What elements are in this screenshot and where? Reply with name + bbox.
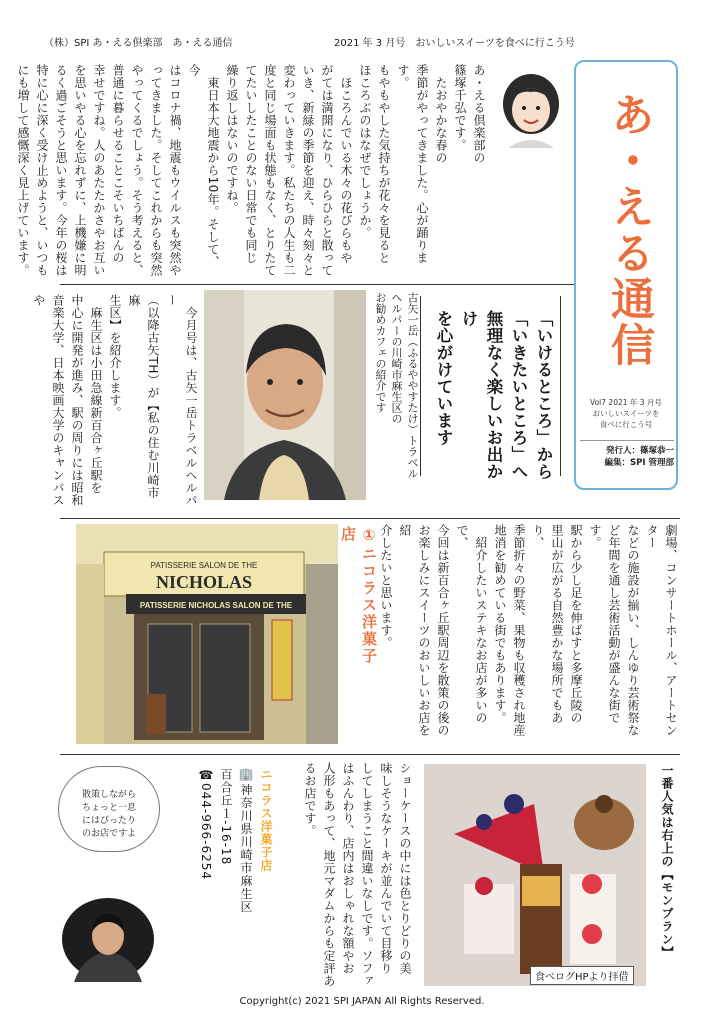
byline-1: 古矢一岳（ふるややすたけ）トラベル: [406, 292, 419, 479]
furuya-photo: [204, 290, 366, 500]
area-line: 紹介したいステキなお店が多いので、: [455, 524, 488, 724]
intro-line: もやもやした気持ちが花々を見ると: [377, 64, 391, 264]
intro-line: 変わっていきます。私たちの人生も二: [282, 64, 296, 277]
shop-details: [168, 768, 276, 968]
intro-line: あ・える倶楽部の: [472, 64, 486, 164]
copyright: Copyright(c) 2021 SPI JAPAN All Rights Reserved.: [239, 996, 485, 1007]
shop-phone: [196, 768, 216, 968]
intro-text: [16, 64, 488, 280]
feature-line: 今月号は、古矢一岳トラベルヘルパー: [165, 294, 198, 507]
area-line: ど年間を通し芸術活動が盛んな街です。: [588, 524, 621, 724]
photo-credit: 食べログHPより拝借: [530, 966, 634, 985]
byline-3: お勧めカフェの紹介です: [374, 292, 387, 413]
intro-line: てたいしたことのない日常でも同じ: [244, 64, 258, 264]
feature-line: 麻生区は小田急線新百合ヶ丘駅を: [89, 294, 103, 494]
feature-text: [32, 294, 200, 508]
issue-vol: Vol7 2021 年 3 月号: [590, 398, 662, 407]
bubble-line-1: 散策しながら: [81, 790, 136, 800]
sign-top: PATISSERIE SALON DE THE: [150, 561, 258, 570]
popular-note-text: 一番人気は右上の【モンブラン】: [660, 764, 674, 959]
intro-line: いき、新緑の季節を迎え、時々刻々と: [301, 64, 315, 277]
building-icon: 🏢: [239, 768, 253, 784]
divider-1: [60, 284, 574, 285]
bubble-text: [67, 789, 151, 841]
shop-number: ①: [360, 526, 378, 546]
issue-tagline-2: 食べに行こう号: [599, 420, 653, 429]
speech-bubble: [58, 766, 160, 852]
intro-line: 幸せですね。人のあたたかさやお互い: [92, 64, 106, 277]
intro-line: を思いやる心を忘れずに、上機嫌に明: [73, 64, 87, 277]
byline-2: ヘルパーの川崎市麻生区の: [390, 292, 403, 424]
publisher-credit: [580, 440, 674, 469]
area-line: 介したいと思います。: [379, 524, 393, 649]
feature-line: 生区】を紹介します。: [108, 294, 122, 419]
phone-number: 044-966-6254: [199, 783, 213, 881]
furuya-avatar: [60, 896, 156, 982]
area-line: 地消を勧めている街でもあります。: [493, 524, 507, 724]
brand-box: [574, 60, 678, 490]
storefront-photo: [76, 524, 338, 744]
area-line: お楽しみにスイーツのおいしいお店を紹: [398, 524, 431, 737]
popular-note: [650, 764, 676, 964]
shop-address-1: [236, 768, 256, 968]
issue-info: [582, 397, 670, 430]
intro-line: やってくるでしょう。そう考えると、: [130, 64, 144, 277]
page-header: [44, 37, 680, 51]
area-line: などの施設が揃い、しんゆり芸術祭な: [626, 524, 640, 737]
header-right: 2021 年 3 月号 おいしいスイーツを食べに行こう号: [334, 38, 575, 49]
brand-title: あ・える通信: [603, 92, 654, 368]
bubble-line-4: のお店ですよ: [81, 829, 136, 839]
bubble-line-2: ちょっと一息: [81, 803, 136, 813]
intro-line: ほころんでいる木々の花びらもや: [339, 64, 353, 264]
intro-line: 季節がやってきました。心が踊ります。: [396, 64, 429, 264]
review-text-container: [300, 762, 414, 990]
review-text: [282, 762, 414, 990]
intro-line: がては満開になり、ひらひらと散って: [320, 64, 334, 277]
intro-line: ってきました。そしてこれからも突然: [149, 64, 163, 277]
author-illustration: [494, 68, 568, 150]
divider-3: [60, 754, 680, 755]
intro-text-container: [13, 64, 488, 280]
shop-title: [339, 526, 380, 676]
area-line: 季節折々の野菜、果物も収穫され地産: [512, 524, 526, 737]
intro-line: たおやかな春の: [434, 64, 448, 164]
intro-line: 繰り返しはないのですね。: [225, 64, 239, 214]
review-line: 人形もあって、地元マダムからも定評あ: [322, 762, 336, 987]
headline-line-1: 「いけるところ」から: [534, 310, 553, 480]
publisher: 発行人：篠塚恭一: [605, 446, 674, 456]
intro-line: ほころぶのはなぜでしょうか。: [358, 64, 372, 239]
headline-line-3: 無理なく楽しいお出かけ: [459, 310, 503, 480]
intro-line: はコロナ禍、地震もウイルスも突然や: [168, 64, 182, 277]
shop-name: ニコラス洋菓子店: [339, 526, 378, 665]
area-line: 今回は新百合ヶ丘駅周辺を散策の後の: [436, 524, 450, 737]
feature-line: 中心に開発が進み、駅の周りには昭和: [70, 294, 84, 507]
editor: 編集：SPI 管理部: [604, 458, 674, 468]
review-line: はふんわり、店内はおしゃれな額やお: [341, 762, 355, 975]
shop-address-2: 百合丘１-16-18: [219, 768, 233, 866]
phone-icon: ☎: [199, 768, 213, 783]
feature-byline: [372, 292, 420, 492]
intro-line: 特に心に深く受け止めようと、いつも: [35, 64, 49, 277]
intro-line: 篠塚千弘です。: [453, 64, 467, 152]
header-left: （株）SPI あ・える倶楽部 あ・える通信: [44, 38, 233, 49]
feature-line: （以降古矢TH）が【私の住む川崎市麻: [127, 294, 160, 499]
headline-box-left: [420, 296, 421, 476]
shop-name-small: ニコラス洋菓子店: [259, 768, 273, 872]
intro-line: にも増して感慨深く見上げています。: [16, 64, 30, 277]
sign-awning: PATISSERIE NICHOLAS SALON DE THE: [139, 601, 293, 610]
area-line: 里山が広がる自然豊かな場所でもあり、: [531, 524, 564, 724]
intro-line: 普通に暮らせることこそいちばんの: [111, 64, 125, 264]
area-text-container: [376, 524, 680, 744]
review-line: ショーケースの中には色とりどりの美: [398, 762, 412, 975]
intro-line: 東日本大地震から10年。そして、今: [187, 64, 220, 268]
cake-photo: [424, 764, 646, 986]
area-text: [379, 524, 680, 744]
headline-box-right: [560, 296, 561, 476]
area-line: 駅から少し足を伸ばすと多摩丘陵の: [569, 524, 583, 724]
headline-line-2: 「いきたいところ」へ: [509, 310, 528, 480]
issue-tagline-1: おいしいスイーツを: [592, 409, 660, 418]
address-line-1: 神奈川県川崎市麻生区: [239, 783, 253, 914]
feature-line: 音楽大学、日本映画大学のキャンパスや: [32, 294, 65, 507]
feature-headline: [422, 310, 556, 490]
headline-line-4: を心がけています: [434, 310, 453, 446]
area-line: 劇場、コンサートホール、アートセンター: [645, 524, 678, 737]
intro-line: 度と同じ場面も状態もなく、とりたて: [263, 64, 277, 277]
intro-line: るく過ごそうと思います。今年の桜は: [54, 64, 68, 277]
sign-main: NICHOLAS: [155, 572, 253, 592]
review-line: してしまうこと間違いなしです。ソファ: [360, 762, 374, 987]
review-line: るお店です。: [303, 762, 317, 837]
review-line: 味しそうなケーキが並んでいて目移り: [379, 762, 393, 975]
bubble-line-3: にはぴったり: [81, 816, 136, 826]
feature-text-container: [29, 294, 200, 508]
divider-2: [60, 518, 680, 519]
